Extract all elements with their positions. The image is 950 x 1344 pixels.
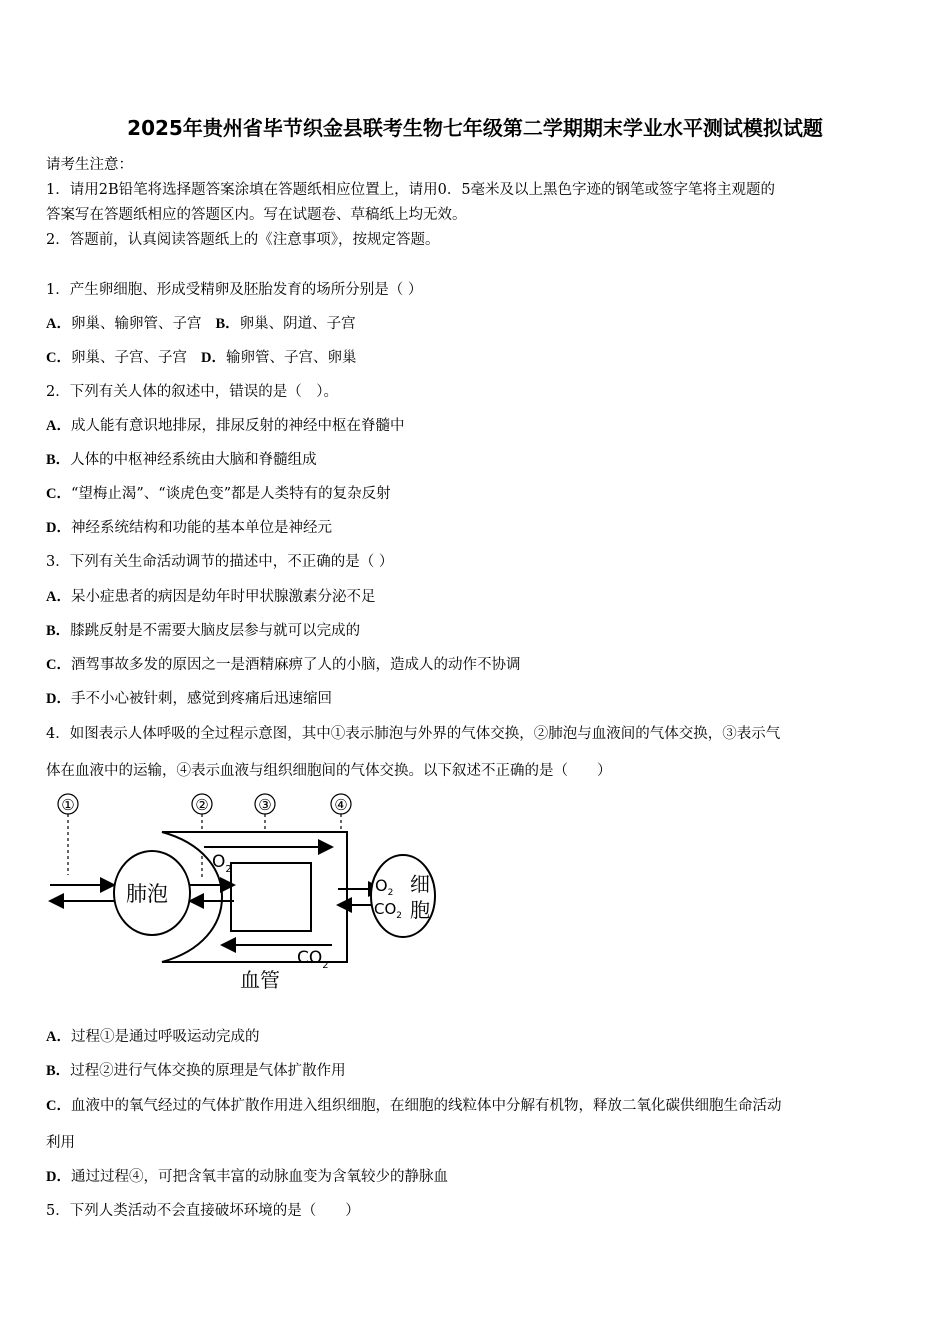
q3-option-d bbox=[46, 687, 332, 708]
marker-3 bbox=[255, 794, 275, 814]
q4-option-c-line-2: 利用 bbox=[46, 1135, 75, 1151]
q2-option-b bbox=[46, 448, 317, 469]
q3-option-b-label: B． bbox=[46, 623, 71, 639]
marker-1 bbox=[58, 794, 78, 814]
q4-option-c-text-line-1: 血液中的氧气经过的气体扩散作用进入组织细胞，在细胞的线粒体中分解有机物，释放二氧化碳供细胞生命活动 bbox=[70, 1098, 782, 1114]
alveolus-label: 肺泡 bbox=[126, 882, 168, 906]
q3-option-a-label: A． bbox=[46, 589, 71, 605]
q2-option-c bbox=[46, 482, 391, 503]
cell-co2-sub: 2 bbox=[396, 911, 403, 921]
q4-option-d-text: 通过过程④，可把含氧丰富的动脉血变为含氧较少的静脉血 bbox=[70, 1169, 448, 1185]
q4-option-b bbox=[46, 1059, 346, 1080]
marker-2-label: ② bbox=[195, 796, 209, 814]
q2-option-a-label: A． bbox=[46, 418, 71, 434]
q2-option-b-label: B． bbox=[46, 452, 71, 468]
q1-option-c-label: C． bbox=[46, 350, 71, 366]
q4-option-a bbox=[46, 1025, 259, 1046]
q3-stem: 3．下列有关生命活动调节的描述中，不正确的是（ ） bbox=[46, 554, 394, 570]
q1-option-a: 卵巢、输卵管、子宫 bbox=[70, 316, 202, 332]
q4-stem-line-2: 体在血液中的运输，④表示血液与组织细胞间的气体交换。以下叙述不正确的是（ ） bbox=[46, 763, 612, 779]
page-title: 2025年贵州省毕节织金县联考生物七年级第二学期期末学业水平测试模拟试题 bbox=[127, 116, 823, 140]
q3-option-c-text: 酒驾事故多发的原因之一是酒精麻痹了人的小脑，造成人的动作不协调 bbox=[70, 657, 521, 673]
q4-option-b-text: 过程②进行气体交换的原理是气体扩散作用 bbox=[70, 1063, 346, 1079]
o2-transport-label-main: O bbox=[212, 852, 226, 872]
marker-1-label: ① bbox=[61, 796, 75, 814]
q4-option-c-label: C． bbox=[46, 1098, 71, 1114]
q1-option-b: 卵巢、阴道、子宫 bbox=[239, 316, 356, 332]
q4-option-b-label: B． bbox=[46, 1063, 71, 1079]
cell-o2-sub: 2 bbox=[387, 888, 394, 898]
q4-option-d-label: D． bbox=[46, 1169, 71, 1185]
q3-option-d-label: D． bbox=[46, 691, 71, 707]
q1-stem: 1．产生卵细胞、形成受精卵及胚胎发育的场所分别是（ ） bbox=[46, 282, 423, 298]
q2-option-d bbox=[46, 516, 332, 537]
vessel-label: 血管 bbox=[240, 968, 280, 992]
q1-options-row-1 bbox=[46, 312, 356, 333]
q2-option-c-text: “望梅止渴”、“谈虎色变”都是人类特有的复杂反射 bbox=[70, 486, 391, 502]
notice-heading: 请考生注意： bbox=[46, 157, 133, 173]
respiration-diagram bbox=[44, 787, 446, 995]
tissue-cell-shape bbox=[371, 855, 435, 937]
cell-o2-main: O bbox=[375, 876, 388, 895]
q5-stem: 5．下列人类活动不会直接破坏环境的是（ ） bbox=[46, 1203, 360, 1219]
cell-co2-main: CO bbox=[374, 900, 397, 918]
q1-option-d: 输卵管、子宫、卵巢 bbox=[225, 350, 357, 366]
q3-option-a-text: 呆小症患者的病因是幼年时甲状腺激素分泌不足 bbox=[70, 589, 376, 605]
o2-transport-label-sub: 2 bbox=[225, 864, 232, 875]
q4-option-c bbox=[46, 1094, 781, 1115]
q3-option-c-label: C． bbox=[46, 657, 71, 673]
marker-4-label: ④ bbox=[334, 796, 348, 814]
q2-option-c-label: C． bbox=[46, 486, 71, 502]
q3-option-d-text: 手不小心被针刺，感觉到疼痛后迅速缩回 bbox=[70, 691, 332, 707]
q3-option-b bbox=[46, 619, 360, 640]
q1-option-a-label: A． bbox=[46, 316, 71, 332]
cell-label-char-1: 细 bbox=[410, 872, 430, 896]
cell-label-char-2: 胞 bbox=[410, 898, 430, 922]
q2-option-a-text: 成人能有意识地排尿，排尿反射的神经中枢在脊髓中 bbox=[70, 418, 405, 434]
q3-option-b-text: 膝跳反射是不需要大脑皮层参与就可以完成的 bbox=[70, 623, 361, 639]
q2-option-b-text: 人体的中枢神经系统由大脑和脊髓组成 bbox=[70, 452, 317, 468]
q3-option-c bbox=[46, 653, 520, 674]
marker-4 bbox=[331, 794, 351, 814]
q1-options-row-2 bbox=[46, 346, 356, 367]
q3-option-a bbox=[46, 585, 375, 606]
marker-3-label: ③ bbox=[258, 796, 272, 814]
co2-transport-label-main: CO bbox=[297, 948, 323, 968]
q1-option-c: 卵巢、子宫、子宫 bbox=[70, 350, 187, 366]
vessel-inner-box bbox=[231, 863, 311, 931]
q2-option-a bbox=[46, 414, 404, 435]
q1-option-b-label: B． bbox=[215, 316, 240, 332]
marker-2 bbox=[192, 794, 212, 814]
co2-transport-label-sub: 2 bbox=[322, 960, 329, 971]
q2-option-d-label: D． bbox=[46, 520, 71, 536]
q4-option-d bbox=[46, 1165, 448, 1186]
q1-option-d-label: D． bbox=[200, 350, 226, 366]
q4-option-a-text: 过程①是通过呼吸运动完成的 bbox=[70, 1029, 260, 1045]
q4-option-a-label: A． bbox=[46, 1029, 71, 1045]
notice-item-1-line-2: 答案写在答题纸相应的答题区内。写在试题卷、草稿纸上均无效。 bbox=[46, 207, 467, 223]
notice-item-2: 2．答题前，认真阅读答题纸上的《注意事项》，按规定答题。 bbox=[46, 232, 440, 248]
q2-option-d-text: 神经系统结构和功能的基本单位是神经元 bbox=[70, 520, 332, 536]
q4-stem-line-1: 4．如图表示人体呼吸的全过程示意图，其中①表示肺泡与外界的气体交换，②肺泡与血液间的气体交换，③表示气 bbox=[46, 726, 781, 742]
notice-item-1-line-1: 1．请用2B铅笔将选择题答案涂填在答题纸相应位置上，请用0．5毫米及以上黑色字迹的钢笔或签字笔将主观题的 bbox=[46, 182, 776, 198]
q2-stem: 2．下列有关人体的叙述中，错误的是（ ）。 bbox=[46, 384, 338, 400]
